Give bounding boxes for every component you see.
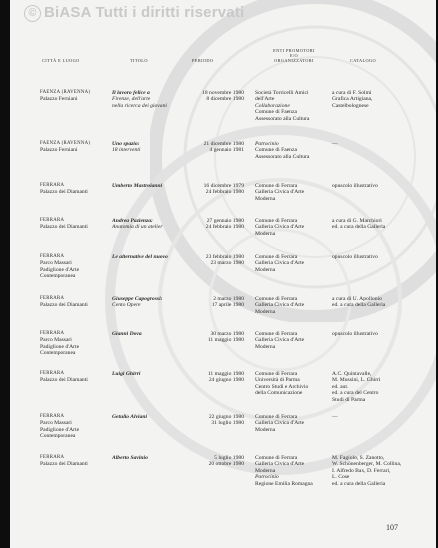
header-title: TITOLO (130, 58, 148, 63)
cell-title: Uno spazio: 18 interventi (112, 141, 141, 154)
cell-place: FAENZA (RAVENNA) Palazzo Ferniani (40, 90, 91, 103)
cell-place: FAENZA (RAVENNA) Palazzo Ferniani (40, 141, 91, 154)
cell-period: 21 dicembre 1980 4 gennaio 1981 (203, 141, 244, 154)
copyright-watermark: © BiASA Tutti i diritti riservati (24, 4, 244, 22)
page-number: 107 (386, 523, 398, 532)
cell-place: FERRARA Palazzo dei Diamanti (40, 218, 88, 231)
cell-place: FERRARA Palazzo dei Diamanti (40, 371, 88, 384)
header-place: CITTÀ E LUOGO (42, 58, 80, 63)
cell-period: 23 febbraio 1980 23 marzo 1980 (205, 254, 244, 267)
header-period: PERIODO (192, 58, 214, 63)
header-catalogue: CATALOGO (350, 58, 377, 63)
cell-period: 5 luglio 1980 20 ottobre 1980 (208, 455, 244, 468)
cell-catalogue: A.C. Quintavalle, M. Mussini, L. Ghirri ed. aut. ed. a cura del Centro Studi di Parma (332, 371, 381, 403)
header-organizers: ENTI PROMOTORI E/O ORGANIZZATORI (273, 48, 315, 63)
cell-catalogue: a cura di F. Solmi Grafica Artigiana, Castelbolognese (332, 90, 373, 109)
cell-organizers: Comune di Ferrara Galleria Civica d'Arte Moderna (255, 254, 305, 273)
cell-organizers: Comune di Ferrara Università di Parma Centro Studi e Archivio della Comunicazione (255, 371, 309, 397)
cell-title: Luigi Ghirri (112, 371, 141, 377)
cell-catalogue: a cura di U. Apollonio ed. a cura della Galleria (332, 296, 386, 309)
cell-organizers: Comune di Ferrara Galleria Civica d'Arte Moderna (255, 414, 305, 433)
cell-title: Gianni Dova (112, 331, 142, 337)
cell-place: FERRARA Parco Massari Padiglione d'Arte Contemporanea (40, 331, 80, 357)
cell-organizers: Comune di Ferrara Galleria Civica d'Arte Moderna (255, 183, 305, 202)
cell-period: 11 maggio 1980 24 giugno 1980 (207, 371, 244, 384)
cell-period: 22 giugno 1980 31 luglio 1980 (208, 414, 244, 427)
cell-place: FERRARA Palazzo dei Diamanti (40, 296, 88, 309)
cell-organizers: Comune di Ferrara Galleria Civica d'Arte Moderna (255, 218, 305, 237)
cell-period: 2 marzo 1980 17 aprile 1980 (211, 296, 244, 309)
cell-title: Giuseppe Capogrossi: Cento Opere (112, 296, 163, 309)
cell-place: FERRARA Palazzo dei Diamanti (40, 183, 88, 196)
cell-catalogue: — (332, 141, 338, 147)
cell-period: 27 gennaio 1980 24 febbraio 1980 (205, 218, 244, 231)
cell-organizers: Patrocinio Comune di Faenza Assessorato alla Cultura (255, 141, 310, 160)
cell-period: 18 novembre 1980 8 dicembre 1980 (202, 90, 244, 103)
cell-organizers: Comune di Ferrara Galleria Civica d'Arte Moderna Patrocinio Regione Emilia Romagna (255, 455, 313, 487)
cell-catalogue: — (332, 414, 338, 420)
cell-catalogue: opuscolo illustrativo (332, 254, 378, 260)
cell-catalogue: opuscolo illustrativo (332, 183, 378, 189)
cell-place: FERRARA Palazzo dei Diamanti (40, 455, 88, 468)
cell-organizers: Comune di Ferrara Galleria Civica d'Arte Moderna (255, 331, 305, 350)
cell-period: 30 marzo 1980 11 maggio 1980 (207, 331, 244, 344)
cell-period: 16 dicembre 1979 24 febbraio 1980 (203, 183, 244, 196)
cell-title: Le alternative del nuovo (112, 254, 168, 260)
cell-title: Il lavoro felice a Firenze, dell'arte nella ricerca dei giovani (112, 90, 167, 109)
document-page (10, 0, 436, 548)
cell-catalogue: a cura di G. Marchiori ed. a cura della Galleria (332, 218, 386, 231)
cell-catalogue: opuscolo illustrativo (332, 331, 378, 337)
cell-title: Andrea Pazienza: Anatomia di un atelier (112, 218, 163, 231)
cell-place: FERRARA Parco Massari Padiglione d'Arte Contemporanea (40, 254, 80, 280)
cell-catalogue: M. Fagiolo, S. Zanotto, W. Schönenberger, M. Collina, I. Alfredo Bax, D. Ferrari, L. Cose ed. a cura della Galleria (332, 455, 402, 487)
cell-title: Alberto Savinio (112, 455, 148, 461)
cell-title: Getulio Alviani (112, 414, 148, 420)
cell-organizers: Società Torricelli Amici dell'Arte Collaborazione Comune di Faenza Assessorato alla Cultura (255, 90, 310, 122)
cell-title: Umberto Mastroianni (112, 183, 163, 189)
cell-organizers: Comune di Ferrara Galleria Civica d'Arte Moderna (255, 296, 305, 315)
cell-place: FERRARA Parco Massari Padiglione d'Arte Contemporanea (40, 414, 80, 440)
